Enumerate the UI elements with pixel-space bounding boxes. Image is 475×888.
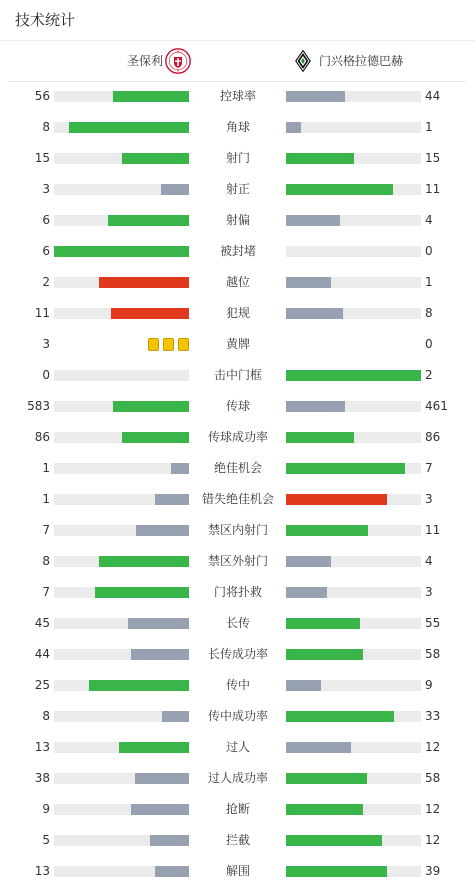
- stat-row: [0, 856, 475, 887]
- stat-label: 解围: [225, 864, 250, 878]
- away-stat-value: 58: [425, 771, 441, 785]
- home-stat-value: 44: [34, 647, 50, 661]
- home-stat-value: 38: [34, 771, 50, 785]
- home-stat-value: 2: [42, 275, 50, 289]
- stat-label: 禁区外射门: [207, 554, 268, 568]
- stats-list: [0, 81, 475, 887]
- stat-row: [0, 825, 475, 856]
- home-stat-value: 8: [42, 554, 50, 568]
- home-stat-value: 25: [34, 678, 50, 692]
- home-stat-bar: [54, 587, 189, 598]
- home-stat-bar-fill: [131, 804, 189, 815]
- home-stat-bar-fill: [161, 184, 189, 195]
- stat-row: [0, 577, 475, 608]
- stat-label: 被封堵: [219, 244, 256, 258]
- away-stat-bar-fill: [286, 649, 363, 660]
- home-stat-bar: [54, 122, 189, 133]
- home-stat-value: 56: [34, 89, 50, 103]
- stat-label: 传中: [225, 678, 250, 692]
- home-stat-bar-fill: [150, 835, 189, 846]
- stat-row: [0, 453, 475, 484]
- away-stat-bar-fill: [286, 680, 321, 691]
- home-stat-bar: [54, 556, 189, 567]
- away-stat-bar-fill: [286, 804, 363, 815]
- away-stat-bar-fill: [286, 494, 387, 505]
- home-stat-value: 11: [34, 306, 50, 320]
- home-stat-bar: [54, 742, 189, 753]
- away-stat-value: 2: [425, 368, 433, 382]
- stat-row: [0, 205, 475, 236]
- stat-label: 长传: [225, 616, 250, 630]
- stat-row: [0, 484, 475, 515]
- away-stat-value: 8: [425, 306, 433, 320]
- stat-row: [0, 732, 475, 763]
- home-stat-bar-fill: [136, 525, 189, 536]
- home-stat-bar: [54, 618, 189, 629]
- away-stat-bar-fill: [286, 866, 387, 877]
- stats-header: [0, 0, 475, 41]
- home-stat-bar: [54, 215, 189, 226]
- stat-row: [0, 639, 475, 670]
- away-stat-bar-fill: [286, 215, 340, 226]
- stat-row: [0, 267, 475, 298]
- away-stat-bar-fill: [286, 525, 368, 536]
- away-stat-bar-fill: [286, 401, 345, 412]
- home-stat-bar: [54, 649, 189, 660]
- away-stat-bar-fill: [286, 122, 301, 133]
- home-team-name: 圣保利: [126, 54, 163, 68]
- home-stat-bar: [54, 866, 189, 877]
- away-stat-value: 11: [425, 523, 441, 537]
- home-stat-bar: [54, 804, 189, 815]
- away-stat-value: 461: [425, 399, 448, 413]
- home-stat-bar-fill: [54, 246, 189, 257]
- home-stat-bar-fill: [155, 866, 189, 877]
- home-stat-value: 13: [34, 740, 50, 754]
- away-stat-bar: [286, 432, 421, 443]
- stat-row: [0, 608, 475, 639]
- home-stat-value: 3: [42, 182, 50, 196]
- away-stat-bar: [286, 463, 421, 474]
- stat-row: [0, 81, 475, 112]
- away-stat-bar: [286, 215, 421, 226]
- away-stat-value: 58: [425, 647, 441, 661]
- home-stat-bar: [54, 184, 189, 195]
- home-stat-bar-fill: [128, 618, 189, 629]
- stat-label: 传中成功率: [207, 709, 268, 723]
- home-stat-bar-fill: [162, 711, 189, 722]
- away-stat-bar: [286, 184, 421, 195]
- home-stat-bar: [54, 835, 189, 846]
- home-stat-bar-fill: [69, 122, 189, 133]
- away-stat-bar: [286, 91, 421, 102]
- away-stat-bar: [286, 835, 421, 846]
- away-stat-bar-fill: [286, 618, 360, 629]
- yellow-cards: [54, 338, 189, 351]
- away-stat-bar-fill: [286, 91, 345, 102]
- away-stat-bar-fill: [286, 773, 367, 784]
- away-stat-bar-fill: [286, 153, 354, 164]
- away-stat-bar-fill: [286, 556, 331, 567]
- home-stat-bar-fill: [99, 556, 189, 567]
- stat-label: 越位: [225, 275, 250, 289]
- stat-row: [0, 794, 475, 825]
- away-stat-value: 3: [425, 585, 433, 599]
- away-stat-value: 15: [425, 151, 441, 165]
- gladbach-crest-icon: [295, 50, 311, 72]
- away-stat-value: 12: [425, 833, 441, 847]
- stat-label: 射偏: [225, 213, 250, 227]
- home-stat-bar-fill: [155, 494, 189, 505]
- stat-label: 犯规: [225, 306, 250, 320]
- away-stat-bar: [286, 525, 421, 536]
- home-stat-bar-fill: [95, 587, 190, 598]
- home-stat-value: 0: [42, 368, 50, 382]
- home-stat-bar-fill: [108, 215, 189, 226]
- away-stat-bar-fill: [286, 432, 354, 443]
- home-stat-bar-fill: [122, 432, 190, 443]
- home-stat-value: 9: [42, 802, 50, 816]
- away-stat-bar-fill: [286, 835, 382, 846]
- stat-label: 射门: [225, 151, 250, 165]
- stat-label: 拦截: [225, 833, 250, 847]
- stat-label: 绝佳机会: [213, 461, 262, 475]
- away-stat-bar: [286, 804, 421, 815]
- away-stat-bar: [286, 308, 421, 319]
- stat-label: 角球: [225, 120, 250, 134]
- home-stat-bar-fill: [89, 680, 189, 691]
- home-stat-bar: [54, 525, 189, 536]
- away-stat-bar: [286, 494, 421, 505]
- away-stat-value: 1: [425, 120, 433, 134]
- home-stat-value: 3: [42, 337, 50, 351]
- away-stat-bar: [286, 742, 421, 753]
- page-title: 技术统计: [15, 11, 76, 29]
- home-stat-bar-fill: [113, 91, 189, 102]
- home-stat-bar-fill: [99, 277, 189, 288]
- away-stat-bar: [286, 680, 421, 691]
- away-stat-value: 86: [425, 430, 441, 444]
- away-stat-value: 4: [425, 554, 433, 568]
- home-stat-value: 86: [34, 430, 50, 444]
- home-stat-value: 15: [34, 151, 50, 165]
- stat-label: 射正: [225, 182, 250, 196]
- home-stat-bar: [54, 494, 189, 505]
- stat-label: 禁区内射门: [207, 523, 268, 537]
- away-stat-value: 9: [425, 678, 433, 692]
- home-stat-bar-fill: [111, 308, 189, 319]
- yellow-card-icon: [148, 338, 159, 351]
- st-pauli-crest-icon: [165, 48, 191, 74]
- stat-label: 黄牌: [225, 337, 250, 351]
- teams-row: [8, 41, 466, 82]
- stat-label: 控球率: [219, 89, 256, 103]
- away-stat-bar: [286, 773, 421, 784]
- away-stat-value: 55: [425, 616, 441, 630]
- away-stat-value: 7: [425, 461, 433, 475]
- home-stat-bar: [54, 711, 189, 722]
- stat-row: [0, 515, 475, 546]
- away-stat-bar: [286, 401, 421, 412]
- away-stat-value: 4: [425, 213, 433, 227]
- stat-row: [0, 391, 475, 422]
- away-stat-value: 1: [425, 275, 433, 289]
- away-stat-value: 33: [425, 709, 441, 723]
- home-stat-bar: [54, 91, 189, 102]
- away-stat-bar: [286, 711, 421, 722]
- home-stat-bar: [54, 153, 189, 164]
- away-stat-value: 12: [425, 740, 441, 754]
- home-stat-bar: [54, 370, 189, 381]
- away-stat-bar-fill: [286, 742, 351, 753]
- home-stat-value: 8: [42, 709, 50, 723]
- home-stat-bar-fill: [113, 401, 189, 412]
- home-stat-bar: [54, 773, 189, 784]
- stat-row: [0, 236, 475, 267]
- home-stat-bar: [54, 680, 189, 691]
- away-stat-value: 39: [425, 864, 441, 878]
- home-stat-value: 8: [42, 120, 50, 134]
- stat-row: [0, 329, 475, 360]
- stat-label: 长传成功率: [207, 647, 268, 661]
- away-stat-bar-fill: [286, 711, 394, 722]
- away-stat-value: 0: [425, 244, 433, 258]
- home-stat-bar-fill: [135, 773, 189, 784]
- away-stat-bar: [286, 649, 421, 660]
- stat-label: 门将扑救: [213, 585, 262, 599]
- away-stat-bar: [286, 277, 421, 288]
- away-stat-bar-fill: [286, 277, 331, 288]
- away-stat-value: 12: [425, 802, 441, 816]
- stat-row: [0, 701, 475, 732]
- yellow-card-icon: [163, 338, 174, 351]
- stat-row: [0, 298, 475, 329]
- home-stat-value: 13: [34, 864, 50, 878]
- away-stat-bar-fill: [286, 463, 405, 474]
- away-stat-bar-fill: [286, 587, 327, 598]
- stat-label: 抢断: [225, 802, 250, 816]
- away-stat-bar: [286, 618, 421, 629]
- away-stat-bar: [286, 246, 421, 257]
- home-stat-value: 1: [42, 492, 50, 506]
- home-stat-value: 6: [42, 244, 50, 258]
- away-stat-bar: [286, 587, 421, 598]
- away-stat-value: 3: [425, 492, 433, 506]
- away-stat-bar-fill: [286, 370, 421, 381]
- home-stat-value: 7: [42, 523, 50, 537]
- home-stat-bar-fill: [171, 463, 189, 474]
- home-stat-bar-fill: [131, 649, 189, 660]
- away-stat-bar: [286, 370, 421, 381]
- away-stat-value: 11: [425, 182, 441, 196]
- home-stat-value: 583: [27, 399, 50, 413]
- home-stat-bar: [54, 308, 189, 319]
- home-stat-bar: [54, 277, 189, 288]
- home-stat-value: 7: [42, 585, 50, 599]
- stat-row: [0, 112, 475, 143]
- stat-row: [0, 360, 475, 391]
- home-stat-value: 6: [42, 213, 50, 227]
- stat-row: [0, 174, 475, 205]
- away-stat-bar: [286, 866, 421, 877]
- stat-row: [0, 422, 475, 453]
- away-team-name: 门兴格拉德巴赫: [319, 54, 404, 68]
- stat-row: [0, 670, 475, 701]
- stat-label: 击中门框: [213, 368, 262, 382]
- away-stat-value: 44: [425, 89, 441, 103]
- stat-row: [0, 546, 475, 577]
- home-stat-bar: [54, 463, 189, 474]
- home-stat-value: 1: [42, 461, 50, 475]
- stat-row: [0, 143, 475, 174]
- away-stat-bar: [286, 153, 421, 164]
- away-stat-bar: [286, 556, 421, 567]
- away-stat-value: 0: [425, 337, 433, 351]
- stat-row: [0, 763, 475, 794]
- away-stat-bar-fill: [286, 308, 343, 319]
- stat-label: 过人: [225, 740, 250, 754]
- stat-label: 传球: [225, 399, 250, 413]
- home-stat-bar: [54, 401, 189, 412]
- yellow-card-icon: [178, 338, 189, 351]
- home-stat-bar: [54, 432, 189, 443]
- home-stat-bar-fill: [119, 742, 189, 753]
- home-stat-bar-fill: [122, 153, 190, 164]
- stat-label: 错失绝佳机会: [201, 492, 274, 506]
- home-stat-bar: [54, 246, 189, 257]
- home-stat-value: 5: [42, 833, 50, 847]
- away-stat-bar: [286, 122, 421, 133]
- stat-label: 传球成功率: [207, 430, 268, 444]
- home-stat-value: 45: [34, 616, 50, 630]
- stat-label: 过人成功率: [207, 771, 268, 785]
- away-stat-bar-fill: [286, 184, 393, 195]
